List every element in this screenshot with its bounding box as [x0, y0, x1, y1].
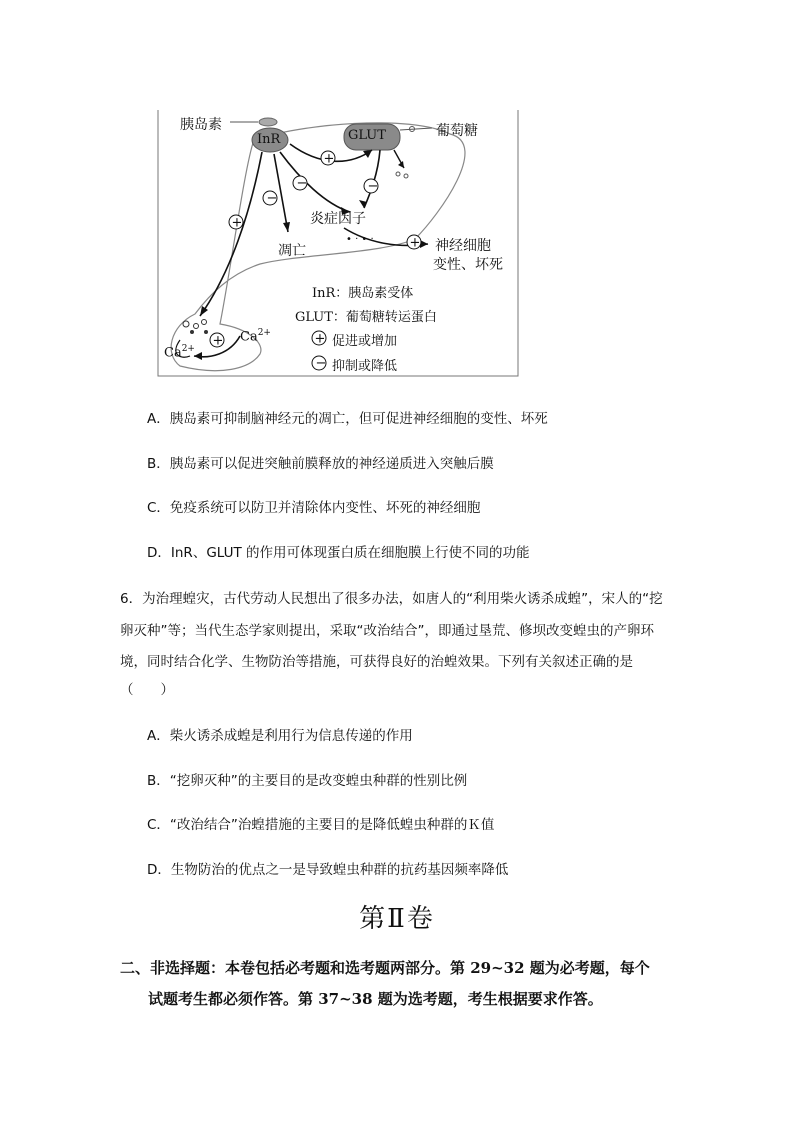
q6-stem-line3: 境，同时结合化学、生物防治等措施，可获得良好的治蝗效果。下列有关叙述正确的是	[120, 654, 633, 670]
svg-text:• · • ·: • · • ·	[346, 234, 374, 245]
svg-text:−: −	[296, 176, 308, 191]
glucose-label: 葡萄糖	[436, 123, 478, 139]
svg-text:−: −	[367, 179, 379, 194]
q5-option-a: A．胰岛素可抑制脑神经元的凋亡，但可促进神经细胞的变性、坏死	[147, 411, 548, 427]
apoptosis-label: 凋亡	[278, 243, 306, 259]
section-instruction-line1: 二、非选择题：本卷包括必考题和选考题两部分。第 29~32 题为必考题，每个	[120, 959, 650, 977]
legend-inhibit: 抑制或降低	[332, 359, 398, 374]
inr-label: InR	[257, 132, 281, 147]
insulin-label: 胰岛素	[180, 117, 222, 133]
q6-option-b: B．“挖卵灭种”的主要目的是改变蝗虫种群的性别比例	[147, 773, 468, 789]
inflammatory-factor-label: 炎症因子	[310, 211, 366, 227]
svg-text:+: +	[409, 235, 421, 251]
q6-option-d: D．生物防治的优点之一是导致蝗虫种群的抗药基因频率降低	[147, 862, 509, 878]
q6-answer-blank: （ ）	[120, 682, 174, 698]
q5-option-c: C．免疫系统可以防卫并清除体内变性、坏死的神经细胞	[147, 500, 481, 516]
q6-stem-line2: 卵灭种”等；当代生态学家则提出，采取“改治结合”，即通过垦荒、修坝改变蝗虫的产卵环	[120, 623, 654, 639]
insulin-pathway-diagram	[150, 104, 522, 380]
ca-label-bottom: $Ca^{2+}$	[164, 344, 195, 361]
neuron-label-line1: 神经细胞	[435, 238, 491, 254]
section-title: 第Ⅱ卷	[359, 904, 435, 934]
q6-stem-line1: 6．为治理蝗灾，古代劳动人民想出了很多办法，如唐人的“利用柴火诱杀成蝗”，宋人的“挖	[120, 591, 663, 607]
svg-text:−: −	[266, 191, 278, 206]
ca-label-top: $Ca^{2+}$	[240, 328, 271, 345]
svg-text:+: +	[314, 331, 326, 347]
svg-text:+: +	[323, 151, 335, 167]
q5-option-d: D．InR、GLUT 的作用可体现蛋白质在细胞膜上行使不同的功能	[147, 545, 530, 561]
insulin-molecule	[259, 118, 277, 126]
svg-text:−: −	[315, 356, 327, 371]
svg-text:+: +	[231, 215, 243, 231]
q6-option-c: C．“改治结合”治蝗措施的主要目的是降低蝗虫种群的Ｋ值	[147, 817, 495, 833]
svg-text:+: +	[212, 333, 224, 349]
q6-option-a: A．柴火诱杀成蝗是利用行为信息传递的作用	[147, 728, 413, 744]
legend-promote: 促进或增加	[332, 334, 398, 349]
q5-option-b: B．胰岛素可以促进突触前膜释放的神经递质进入突触后膜	[147, 456, 494, 472]
glut-label: GLUT	[348, 128, 386, 143]
section-instruction-line2: 试题考生都必须作答。第 37~38 题为选考题，考生根据要求作答。	[148, 990, 603, 1008]
legend-glut: GLUT：葡萄糖转运蛋白	[295, 310, 437, 325]
legend-inr: InR：胰岛素受体	[312, 286, 414, 301]
neuron-label-line2: 变性、坏死	[433, 257, 503, 273]
